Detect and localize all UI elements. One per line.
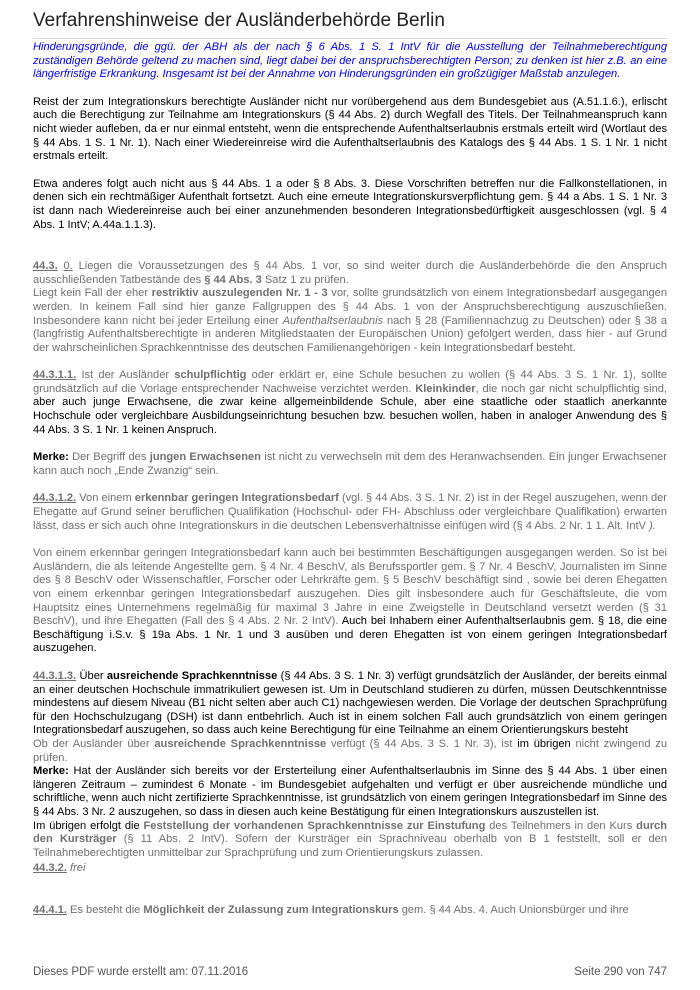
bold-text: jungen Erwachsenen bbox=[149, 451, 261, 464]
text: gem. § 44 Abs. 4. Auch Unionsbürger und ihre bbox=[398, 903, 629, 916]
bold-text: ausreichende Sprachkenntnisse bbox=[106, 669, 278, 682]
section-44-3-1-3-paragraph bbox=[33, 670, 667, 860]
text: Ist der Ausländer bbox=[76, 369, 175, 382]
text: Es besteht die bbox=[66, 903, 144, 916]
text: Von einem bbox=[76, 492, 135, 505]
page-title: Verfahrenshinweise der Ausländerbehörde Berlin bbox=[33, 10, 667, 39]
note-paragraph-1 bbox=[33, 451, 667, 478]
text: Über bbox=[76, 669, 107, 682]
text: Auch bei Inhabern einer Aufenthaltserlaubnis gem. § 18, die eine Beschäftigung i.S.v. § 19a Abs. 1 Nr. 1 und 3 ausüben und deren Ehegatten ist von einem geringen Integrationsbedarf auszugehen. bbox=[33, 615, 667, 655]
bold-text: erkennbar geringen Integrationsbedarf bbox=[134, 492, 339, 505]
text: ist nicht zu verwechseln mit dem des Heranwachsenden. Ein junger Erwachsener kann auch noch „Ende Zwanzig“ sein. bbox=[33, 451, 667, 477]
intro-paragraph-2: Etwa anderes folgt auch nicht aus § 44 Abs. 1 a oder § 8 Abs. 3. Diese Vorschriften betreffen nur die Fallkonstellationen, in denen sich ein rechtmäßiger Aufenthalt fortsetzt. Auch eine erneute Integrationskursverpflichtung gem. § 44 a Abs. 1 S. 1 Nr. 3 ist dann nach Wiedereinreise auch bei einer anzunehmenden besonderen Integrationsbedürftigkeit ausgeschlossen (vgl. § 4 Abs. 1 IntV; A.44a.1.1.3). bbox=[33, 177, 667, 231]
bold-text: Kleinkinder bbox=[415, 382, 476, 395]
text: Liegt kein Fall der eher bbox=[33, 287, 152, 300]
text: (vgl. § 44 Abs. 3 S. 1 Nr. 2) ist in der Regel auszugehen, wenn der Ehegatte auf Grund seiner beruflichen Qualifikation (Hochschul- oder FH- Abschluss oder vergleichbare Qualifikation) erwarten lässt, dass er sich auch ohne Integrationskurs in die deutschen Lebensverhältnisse einfügen wird (§ 4 Abs. 2 Nr. 1 1. Alt. IntV bbox=[33, 492, 667, 532]
section-ref-44-3-1-3[interactable]: 44.3.1.3. bbox=[33, 669, 77, 682]
text: des Teilnehmers in den Kurs bbox=[485, 819, 637, 832]
text: oder erklärt er, eine Schule besuchen zu wollen (§ 44 Abs. 3 S. 1 Nr. 1), sollte grundsätzlich auf die Vorlage entsprechender Nachweise verzichtet werden. bbox=[33, 369, 667, 395]
text: Liegen die Voraussetzungen des § 44 Abs. 1 vor, so sind weiter durch die Ausländerbehörde die den Anspruch ausschließenden Tatbestände des bbox=[33, 260, 667, 286]
text: nach § 28 (Familiennachzug zu Deutschen) oder § 38 a (langfristig Aufenthaltsberechtigte in anderen Mitgliedstaaten der Europäischen Union) gefolgert werden, dass hier - auf Grund der wahrscheinlichen Sprachkenntnisse des deutschen Familienangehörigen - kein Integrationsbedarf besteht. bbox=[33, 314, 667, 354]
note-label: Merke: bbox=[33, 765, 69, 778]
creation-date: Dieses PDF wurde erstellt am: 07.11.2016 bbox=[33, 966, 249, 978]
page-footer bbox=[33, 966, 667, 978]
document-body bbox=[33, 41, 667, 917]
text: , die noch gar nicht schulpflichtig sind, bbox=[475, 382, 667, 395]
section-44-3-paragraph bbox=[33, 260, 667, 355]
section-44-3-1-1-paragraph bbox=[33, 369, 667, 437]
intro-italic-paragraph: Hinderungsgründe, die ggü. der ABH als der nach § 6 Abs. 1 S. 1 IntV für die Ausstellung der Teilnahmeberechtigung zuständigen Behörde geltend zu machen sind, liegt dabei bei der anspruchsberechtigten Person; zu denken ist hier z.B. an eine längerfristige Erkrankung. Insgesamt ist bei der Annahme von Hinderungsgründen ein großzügiger Maßstab anzulegen. bbox=[33, 41, 667, 81]
note-label: Merke: bbox=[33, 451, 69, 464]
text: nicht zwingend zu prüfen. bbox=[33, 737, 667, 764]
bold-text: schulpflichtig bbox=[174, 369, 247, 382]
italic-text: ). bbox=[649, 519, 656, 532]
italic-text: frei bbox=[66, 862, 86, 875]
text: (§ 44 Abs. 3 S. 1 Nr. 3) verfügt grundsätzlich der Ausländer, der bereits einmal an einer deutschen Hochschule immatrikuliert gewesen ist. Um in Deutschland studieren zu dürfen, müssen Deutschkenntnisse mindestens auf diesem Niveau (B1 nicht selten aber auch C1) nachgewiesen werden. Die Vorlage der deutschen Sprachprüfung für den Hochschulzugang (DSH) ist dann entbehrlich. Auch ist in einem solchen Fall auch grundsätzlich von einem geringen Integrationsbedarf auszugehen, so dass auch keine Berechtigung für eine Teilnahme an einem Orientierungskurs besteht bbox=[33, 669, 667, 737]
italic-text: Aufenthaltserlaubnis bbox=[282, 314, 384, 327]
section-ref-44-3-1-1[interactable]: 44.3.1.1. bbox=[33, 369, 77, 382]
section-44-3-1-2-paragraph bbox=[33, 492, 667, 533]
section-ref-44-3-1-2[interactable]: 44.3.1.2. bbox=[33, 492, 77, 505]
text: Hat der Ausländer sich bereits vor der Ersterteilung einer Aufenthaltserlaubnis im Sinne des § 44 Abs. 1 über einen längeren Zeitraum – zumindest 6 Monate - im Bundesgebiet aufgehalten und verfügt er über ausreichende mündliche und schriftliche, wenn auch nicht zertifizierte Sprachkenntnisse, ist grundsätzlich von einem geringen Integrationsbedarf im Sinne des § 44 Abs. 3 Nr. 2 auszugehen, so dass in diesen auch keine Bestätigung für einen Integrationskurs auszustellen ist. bbox=[33, 765, 667, 818]
section-44-3-2-paragraph bbox=[33, 862, 667, 876]
text: verfügt (§ 44 Abs. 3 S. 1 Nr. 3), ist bbox=[326, 737, 518, 750]
bold-text: § 44 Abs. 3 bbox=[204, 273, 262, 286]
text: Der Begriff des bbox=[68, 451, 150, 464]
text: Von einem erkennbar geringen Integrationsbedarf kann auch bei bestimmten Beschäftigungen ausgegangen werden. So ist bei Ausländern, die als leitende Angestellte gem. § 4 Nr. 4 BeschV, als Berufssportler gem. § 7 Nr. 4 BeschV, Journalisten im Sinne des § 8 BeschV oder Wissenschaftler, Forscher oder Lehrkräfte gem. § 5 BeschV beschäftigt sind , sowie bei deren Ehegatten von einem erkennbar geringen Integrationsbedarf auszugehen. Dies gilt insbesondere auch für Geschäftsleute, die vom Hauptsitz eines Unternehmens regelmäßig für maximal 3 Jahre in eine Zweigstelle in Deutschland versetzt werden (§ 31 BeschV), und ihre Ehegatten (Fall des § 4 Abs. 2 Nr. 2 IntV). bbox=[33, 547, 667, 628]
section-ref-44-3[interactable]: 44.3. bbox=[33, 260, 58, 273]
intro-paragraph-1: Reist der zum Integrationskurs berechtigte Ausländer nicht nur vorübergehend aus dem Bundesgebiet aus (A.51.1.6.), erlischt auch die Berechtigung zur Teilnahme am Integrationskurs (§ 44 Abs. 2) durch Wegfall des Titels. Der Teilnahmeanspruch kann nicht wieder aufleben, da er nur einmal entsteht, wenn die entsprechende Aufenthaltserlaubnis erstmals erteilt wird (Wortlaut des § 44 Abs. 1 S. 1 Nr. 1). Nach einer Wiedereinreise wird die Aufenthaltserlaubnis des Katalogs des § 44 Abs. 1 S. 1 Nr. 1 nicht erstmals erteilt. bbox=[33, 95, 667, 163]
section-ref-44-3-2[interactable]: 44.3.2. bbox=[33, 862, 67, 875]
section-ref-0[interactable]: 0. bbox=[63, 260, 73, 273]
bold-text: durch den Kursträger bbox=[33, 819, 667, 846]
bold-text: ausreichende Sprachkenntnisse bbox=[154, 737, 327, 750]
section-ref-44-4-1[interactable]: 44.4.1. bbox=[33, 903, 67, 916]
text: (§ 11 Abs. 2 IntV). Sofern der Kursträger ein Sprachniveau oberhalb von B 1 feststellt, soll er den Teilnahmeberechtigten unmittelbar zur Sprachprüfung und zum Orientierungskurs zulassen. bbox=[33, 833, 667, 859]
text: Im übrigen erfolgt die bbox=[33, 819, 144, 832]
bold-text: Feststellung der vorhandenen Sprachkenntnisse zur Einstufung bbox=[143, 819, 486, 832]
text: Ob der Ausländer über bbox=[33, 737, 155, 750]
text: aber auch junge Erwachsene, die zwar keine allgemeinbildende Schule, aber eine staatliche oder staatlich anerkannte Hochschule oder vergleichbare Ausbildungseinrichtung besuchen bzw. besuchen wollen, haben in analoger Anwendung des § 44 Abs. 3 S. 1 Nr. 1 keinen Anspruch. bbox=[33, 396, 667, 436]
text: im übrigen bbox=[517, 737, 571, 750]
text: Satz 1 zu prüfen. bbox=[261, 273, 349, 286]
section-44-3-1-2-paragraph-2 bbox=[33, 547, 667, 656]
text: vor, sollte grundsätzlich von einem Integrationsbedarf ausgegangen werden. In keinem Fall sind hier ganze Fallgruppen des § 44 Abs. 1 von der Anspruchsberechtigung auszuschließen. Insbesondere kann nicht bei jeder Erteilung einer bbox=[33, 287, 667, 327]
bold-text: Möglichkeit der Zulassung zum Integrationskurs bbox=[143, 903, 399, 916]
page-number: Seite 290 von 747 bbox=[574, 966, 667, 978]
section-44-4-1-paragraph bbox=[33, 904, 667, 918]
bold-text: restriktiv auszulegenden Nr. 1 - 3 bbox=[151, 287, 328, 300]
